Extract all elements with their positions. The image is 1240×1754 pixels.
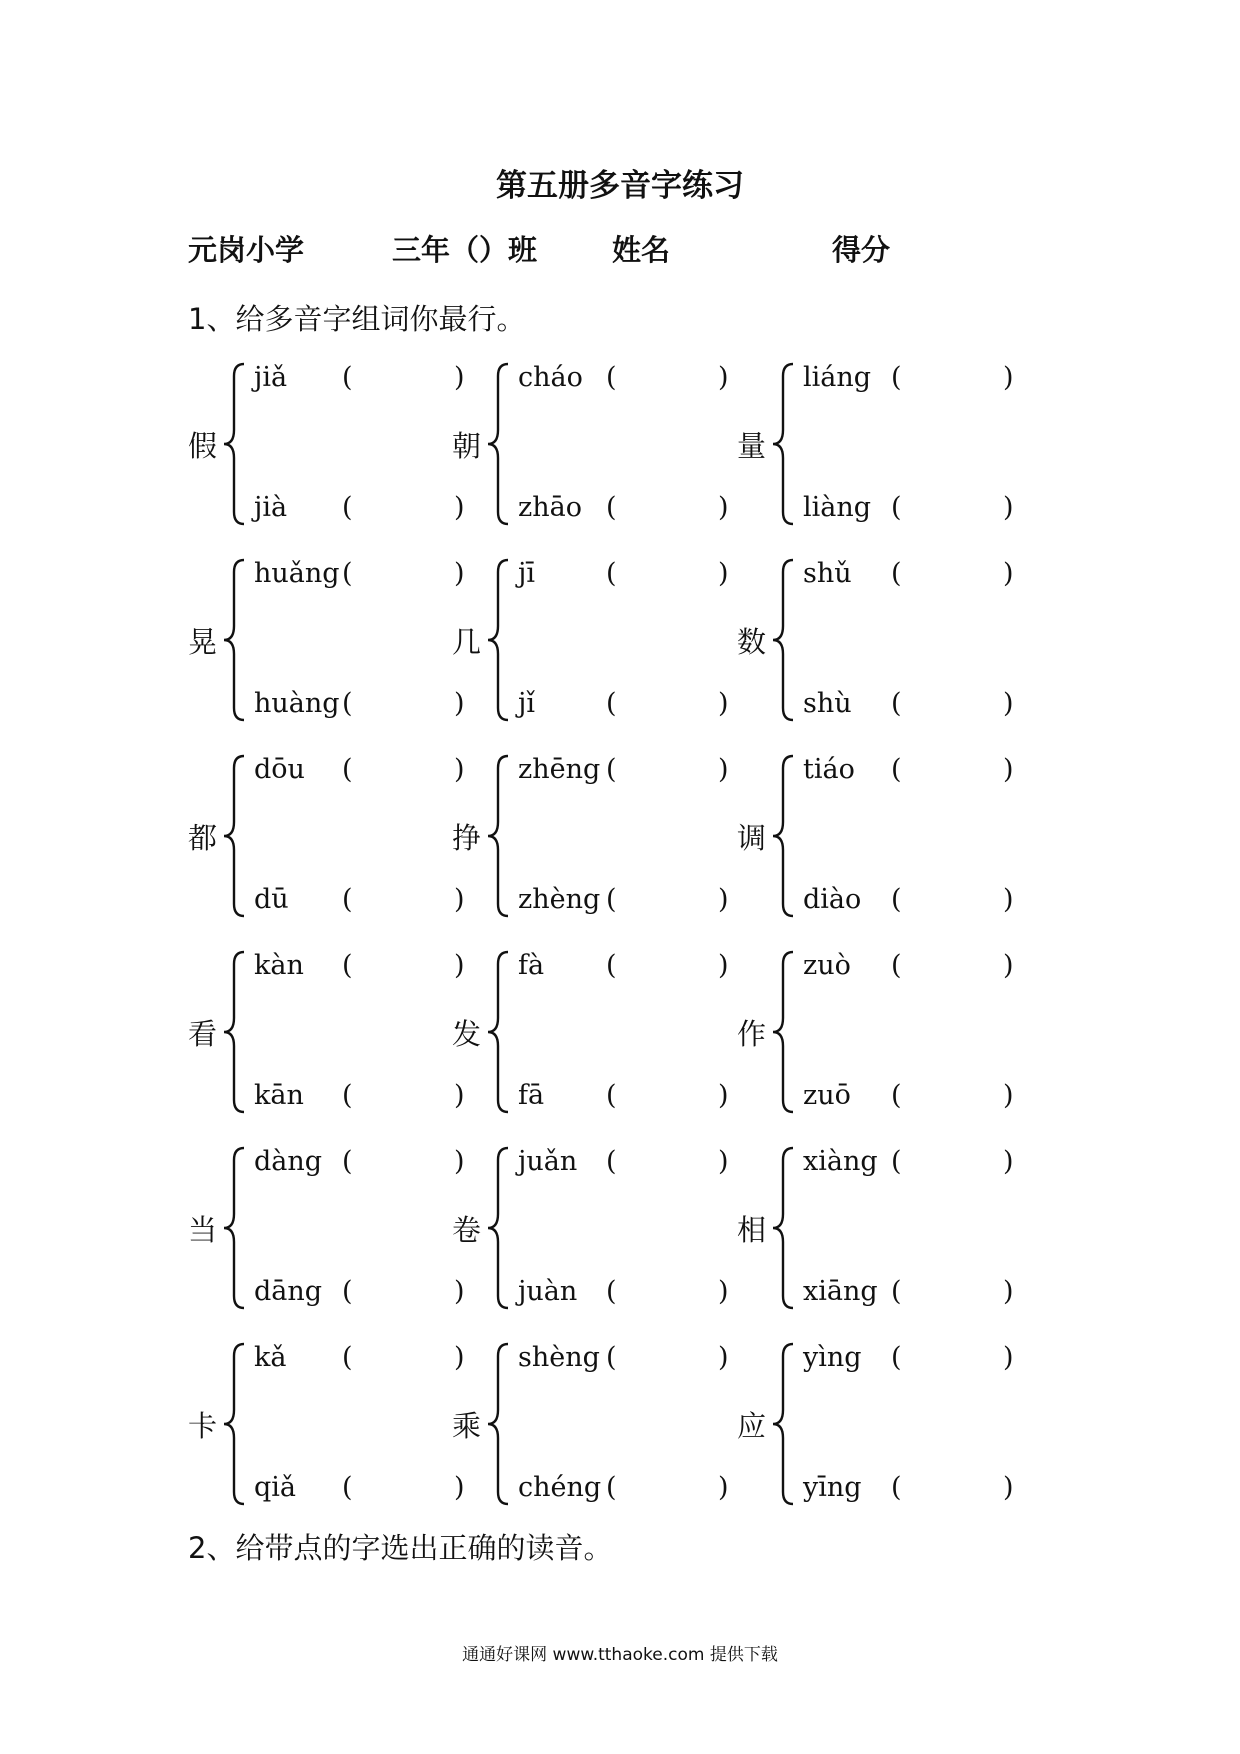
polyphone-character: 几: [452, 625, 482, 659]
answer-paren-close: ): [1003, 754, 1014, 785]
curly-brace-icon: [771, 360, 799, 528]
pinyin-label: kàn: [254, 950, 304, 981]
answer-paren-open: (: [891, 1342, 902, 1373]
polyphone-character: 卷: [452, 1213, 482, 1247]
pinyin-answer-line: [518, 1144, 728, 1180]
pinyin-answer-line: [254, 1470, 464, 1506]
pinyin-answer-line: [254, 1144, 464, 1180]
pinyin-answer-line: [518, 1340, 728, 1376]
pinyin-label: chéng: [518, 1472, 602, 1503]
pinyin-label: jià: [254, 492, 288, 523]
answer-paren-close: ): [454, 1146, 465, 1177]
answer-paren-close: ): [718, 688, 729, 719]
curly-brace-icon: [222, 1144, 250, 1312]
curly-brace-icon: [771, 1340, 799, 1508]
polyphone-group: [452, 944, 732, 1124]
pinyin-answer-line: [254, 360, 464, 396]
pinyin-label: yìng: [803, 1342, 862, 1373]
pinyin-answer-line: [518, 948, 728, 984]
curly-brace-icon: [222, 360, 250, 528]
pinyin-label: fā: [518, 1080, 545, 1111]
answer-paren-open: (: [606, 950, 617, 981]
curly-brace-icon: [222, 752, 250, 920]
pinyin-label: liàng: [803, 492, 872, 523]
pinyin-answer-line: [254, 1340, 464, 1376]
pinyin-answer-line: [803, 1078, 1013, 1114]
answer-paren-open: (: [606, 1146, 617, 1177]
curly-brace-icon: [222, 556, 250, 724]
pinyin-label: yīng: [803, 1472, 862, 1503]
polyphone-character: 调: [737, 821, 767, 855]
polyphone-character: 挣: [452, 821, 482, 855]
pinyin-answer-line: [254, 1274, 464, 1310]
answer-paren-open: (: [891, 1080, 902, 1111]
pinyin-answer-line: [803, 882, 1013, 918]
pinyin-label: cháo: [518, 362, 583, 393]
answer-paren-close: ): [1003, 1342, 1014, 1373]
curly-brace-icon: [771, 1144, 799, 1312]
answer-paren-close: ): [454, 950, 465, 981]
curly-brace-icon: [771, 948, 799, 1116]
pinyin-label: jiǎ: [254, 362, 288, 393]
polyphone-group: [188, 1336, 468, 1516]
polyphone-character: 发: [452, 1017, 482, 1051]
pinyin-label: shù: [803, 688, 852, 719]
curly-brace-icon: [486, 752, 514, 920]
answer-paren-close: ): [718, 754, 729, 785]
answer-paren-close: ): [454, 754, 465, 785]
answer-paren-close: ): [718, 558, 729, 589]
answer-paren-close: ): [1003, 950, 1014, 981]
curly-brace-icon: [486, 948, 514, 1116]
answer-paren-open: (: [606, 884, 617, 915]
polyphone-character: 乘: [452, 1409, 482, 1443]
pinyin-label: diào: [803, 884, 862, 915]
answer-paren-open: (: [342, 1146, 353, 1177]
page-title: 第五册多音字练习: [496, 168, 744, 204]
answer-paren-close: ): [1003, 884, 1014, 915]
polyphone-group: [452, 1336, 732, 1516]
pinyin-label: juǎn: [518, 1146, 578, 1177]
answer-paren-open: (: [342, 1342, 353, 1373]
answer-paren-close: ): [718, 1472, 729, 1503]
pinyin-answer-line: [254, 882, 464, 918]
answer-paren-close: ): [1003, 1080, 1014, 1111]
answer-paren-close: ): [454, 492, 465, 523]
answer-paren-open: (: [342, 362, 353, 393]
answer-paren-close: ): [454, 558, 465, 589]
pinyin-label: dū: [254, 884, 289, 915]
curly-brace-icon: [771, 556, 799, 724]
answer-paren-close: ): [1003, 492, 1014, 523]
curly-brace-icon: [486, 1340, 514, 1508]
pinyin-answer-line: [803, 948, 1013, 984]
pinyin-answer-line: [254, 490, 464, 526]
pinyin-answer-line: [803, 1470, 1013, 1506]
answer-paren-open: (: [606, 1080, 617, 1111]
pinyin-answer-line: [518, 490, 728, 526]
pinyin-label: kǎ: [254, 1342, 287, 1373]
polyphone-group: [737, 1140, 1017, 1320]
curly-brace-icon: [771, 752, 799, 920]
polyphone-group: [452, 1140, 732, 1320]
pinyin-label: liáng: [803, 362, 872, 393]
answer-paren-open: (: [606, 362, 617, 393]
polyphone-group: [188, 552, 468, 732]
answer-paren-close: ): [718, 1342, 729, 1373]
curly-brace-icon: [486, 1144, 514, 1312]
pinyin-answer-line: [803, 360, 1013, 396]
polyphone-character: 应: [737, 1409, 767, 1443]
polyphone-character: 朝: [452, 429, 482, 463]
answer-paren-open: (: [606, 492, 617, 523]
polyphone-group: [452, 356, 732, 536]
pinyin-label: shèng: [518, 1342, 600, 1373]
answer-paren-open: (: [606, 1342, 617, 1373]
answer-paren-close: ): [1003, 1276, 1014, 1307]
pinyin-answer-line: [803, 556, 1013, 592]
pinyin-label: dāng: [254, 1276, 323, 1307]
polyphone-group: [737, 748, 1017, 928]
answer-paren-close: ): [454, 1472, 465, 1503]
school-name: 元岗小学: [188, 233, 305, 267]
answer-paren-open: (: [891, 754, 902, 785]
polyphone-group: [188, 1140, 468, 1320]
pinyin-label: zhāo: [518, 492, 582, 523]
pinyin-label: huàng: [254, 688, 340, 719]
polyphone-group: [188, 944, 468, 1124]
pinyin-label: kān: [254, 1080, 304, 1111]
answer-paren-open: (: [891, 492, 902, 523]
pinyin-label: zhēng: [518, 754, 601, 785]
pinyin-label: xiāng: [803, 1276, 878, 1307]
answer-paren-close: ): [1003, 1472, 1014, 1503]
pinyin-label: zuō: [803, 1080, 851, 1111]
answer-paren-open: (: [342, 884, 353, 915]
answer-paren-open: (: [342, 492, 353, 523]
polyphone-character: 作: [737, 1017, 767, 1051]
score-label: 得分: [832, 233, 891, 267]
pinyin-answer-line: [518, 1470, 728, 1506]
polyphone-group: [737, 944, 1017, 1124]
answer-paren-close: ): [1003, 1146, 1014, 1177]
answer-paren-open: (: [891, 688, 902, 719]
pinyin-label: huǎng: [254, 558, 340, 589]
answer-paren-close: ): [454, 1080, 465, 1111]
polyphone-group: [737, 552, 1017, 732]
curly-brace-icon: [486, 360, 514, 528]
polyphone-character: 相: [737, 1213, 767, 1247]
pinyin-label: zuò: [803, 950, 851, 981]
polyphone-character: 看: [188, 1017, 218, 1051]
pinyin-label: xiàng: [803, 1146, 878, 1177]
answer-paren-close: ): [718, 1276, 729, 1307]
pinyin-answer-line: [518, 882, 728, 918]
answer-paren-open: (: [606, 1276, 617, 1307]
pinyin-answer-line: [803, 1340, 1013, 1376]
polyphone-group: [188, 356, 468, 536]
section-2-title: 2、给带点的字选出正确的读音。: [188, 1531, 613, 1565]
pinyin-label: dàng: [254, 1146, 323, 1177]
answer-paren-open: (: [606, 1472, 617, 1503]
pinyin-answer-line: [254, 556, 464, 592]
pinyin-label: zhèng: [518, 884, 601, 915]
polyphone-character: 量: [737, 429, 767, 463]
pinyin-answer-line: [518, 1274, 728, 1310]
pinyin-label: juàn: [518, 1276, 578, 1307]
answer-paren-open: (: [342, 558, 353, 589]
answer-paren-open: (: [342, 754, 353, 785]
polyphone-character: 当: [188, 1213, 218, 1247]
pinyin-answer-line: [803, 686, 1013, 722]
answer-paren-open: (: [891, 950, 902, 981]
answer-paren-close: ): [718, 884, 729, 915]
pinyin-answer-line: [254, 752, 464, 788]
answer-paren-close: ): [718, 1080, 729, 1111]
answer-paren-close: ): [1003, 362, 1014, 393]
answer-paren-close: ): [454, 362, 465, 393]
answer-paren-close: ): [718, 362, 729, 393]
pinyin-answer-line: [803, 752, 1013, 788]
polyphone-character: 假: [188, 429, 218, 463]
pinyin-answer-line: [254, 948, 464, 984]
pinyin-label: tiáo: [803, 754, 855, 785]
answer-paren-close: ): [454, 1276, 465, 1307]
pinyin-answer-line: [803, 1144, 1013, 1180]
pinyin-label: shǔ: [803, 558, 852, 589]
name-label: 姓名: [612, 233, 671, 267]
answer-paren-close: ): [718, 950, 729, 981]
answer-paren-open: (: [606, 688, 617, 719]
answer-paren-open: (: [891, 1276, 902, 1307]
answer-paren-close: ): [1003, 558, 1014, 589]
answer-paren-open: (: [891, 362, 902, 393]
curly-brace-icon: [222, 948, 250, 1116]
pinyin-label: dōu: [254, 754, 305, 785]
polyphone-group: [452, 552, 732, 732]
answer-paren-close: ): [1003, 688, 1014, 719]
pinyin-label: qiǎ: [254, 1472, 297, 1503]
answer-paren-open: (: [342, 1472, 353, 1503]
polyphone-group: [188, 748, 468, 928]
polyphone-character: 数: [737, 625, 767, 659]
answer-paren-open: (: [342, 1080, 353, 1111]
polyphone-character: 卡: [188, 1409, 218, 1443]
pinyin-answer-line: [518, 686, 728, 722]
answer-paren-open: (: [606, 754, 617, 785]
pinyin-answer-line: [518, 360, 728, 396]
pinyin-answer-line: [803, 1274, 1013, 1310]
answer-paren-close: ): [718, 1146, 729, 1177]
polyphone-group: [737, 356, 1017, 536]
polyphone-group: [452, 748, 732, 928]
answer-paren-close: ): [718, 492, 729, 523]
answer-paren-close: ): [454, 688, 465, 719]
pinyin-answer-line: [518, 752, 728, 788]
answer-paren-open: (: [891, 1146, 902, 1177]
pinyin-answer-line: [518, 556, 728, 592]
answer-paren-close: ): [454, 1342, 465, 1373]
pinyin-answer-line: [803, 490, 1013, 526]
pinyin-label: jǐ: [518, 688, 536, 719]
pinyin-answer-line: [254, 1078, 464, 1114]
footer-credit: 通通好课网 www.tthaoke.com 提供下载: [462, 1645, 778, 1665]
answer-paren-open: (: [342, 688, 353, 719]
polyphone-group: [737, 1336, 1017, 1516]
answer-paren-close: ): [454, 884, 465, 915]
section-1-title: 1、给多音字组词你最行。: [188, 302, 526, 336]
polyphone-character: 晃: [188, 625, 218, 659]
class-label: 三年（）班: [392, 233, 538, 267]
answer-paren-open: (: [342, 1276, 353, 1307]
answer-paren-open: (: [342, 950, 353, 981]
answer-paren-open: (: [606, 558, 617, 589]
curly-brace-icon: [486, 556, 514, 724]
pinyin-answer-line: [254, 686, 464, 722]
pinyin-label: fà: [518, 950, 545, 981]
answer-paren-open: (: [891, 1472, 902, 1503]
answer-paren-open: (: [891, 558, 902, 589]
answer-paren-open: (: [891, 884, 902, 915]
pinyin-answer-line: [518, 1078, 728, 1114]
pinyin-label: jī: [518, 558, 536, 589]
curly-brace-icon: [222, 1340, 250, 1508]
polyphone-character: 都: [188, 821, 218, 855]
